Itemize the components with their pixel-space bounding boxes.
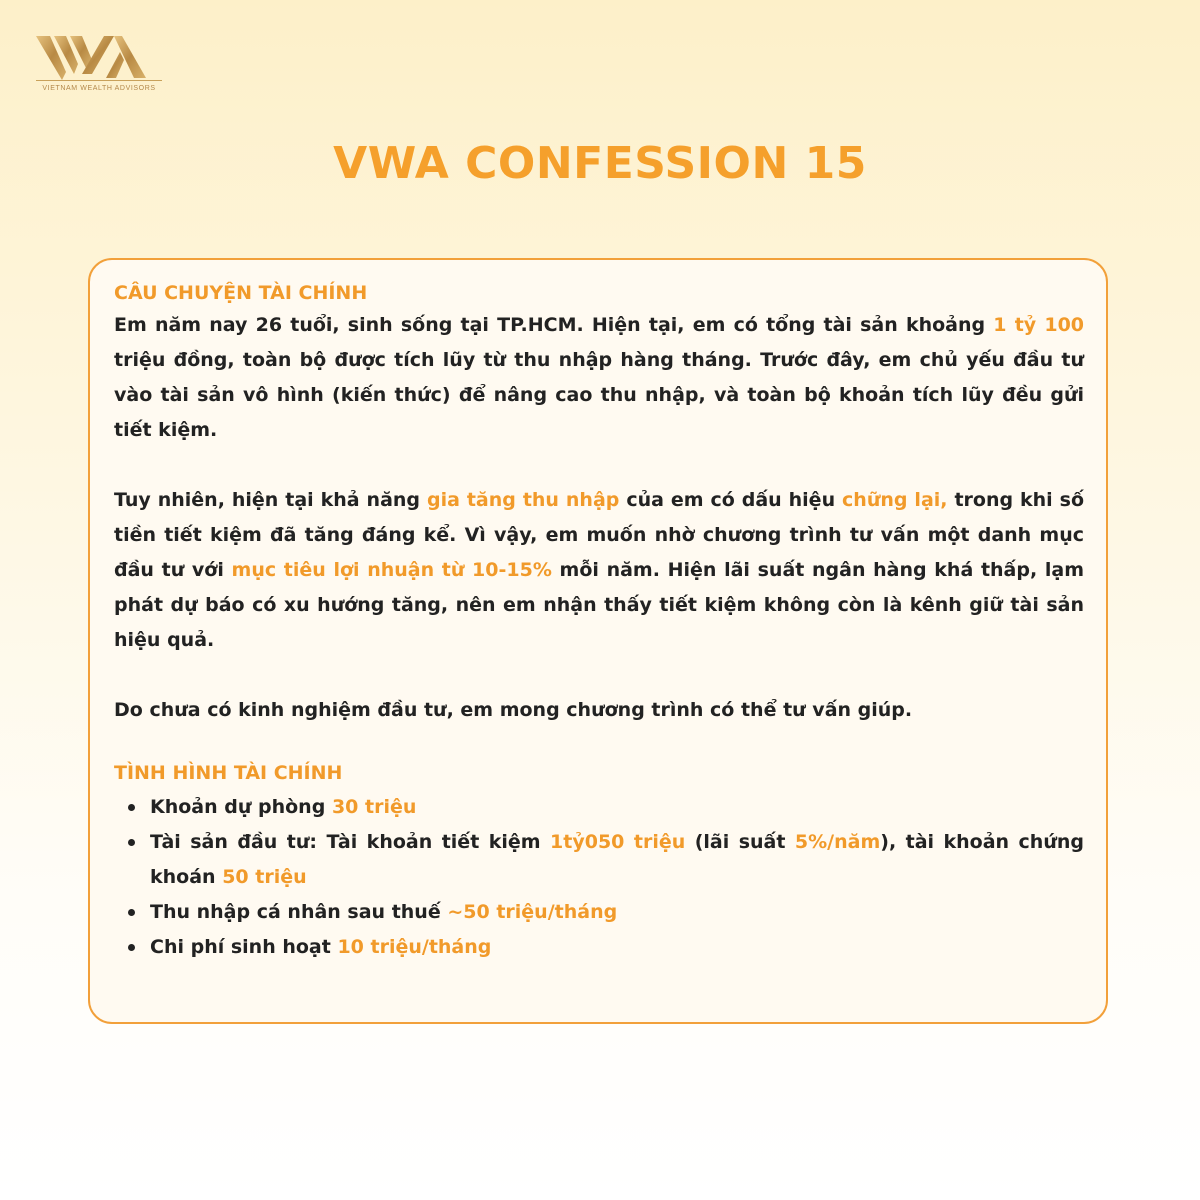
spacer [114, 658, 1084, 693]
finance-list [114, 790, 1084, 965]
bullet-icon [128, 944, 135, 951]
bullet-icon [128, 804, 135, 811]
highlight-total-assets: 1 tỷ 100 [993, 314, 1085, 336]
text-segment: Thu nhập cá nhân sau thuế [150, 901, 448, 923]
story-paragraph-3: Do chưa có kinh nghiệm đầu tư, em mong chương trình có thể tư vấn giúp. [114, 699, 913, 721]
spacer [114, 448, 1084, 483]
highlight-value: 1tỷ050 triệu [550, 831, 686, 853]
finance-heading: TÌNH HÌNH TÀI CHÍNH [114, 762, 343, 784]
spacer [114, 728, 1084, 758]
highlight-value: 50 triệu [222, 866, 307, 888]
finance-item-living-costs [114, 930, 1084, 965]
text-segment: trong khi số tiền tiết kiệm đã tăng đáng kể. Vì vậy, em muốn nhờ chương trình tư vấn một danh mục đầu tư với [114, 489, 1084, 581]
highlight-value: 10 triệu/tháng [337, 936, 492, 958]
text-segment: Khoản dự phòng [150, 796, 332, 818]
story-heading: CÂU CHUYỆN TÀI CHÍNH [114, 282, 368, 304]
text-segment: Tuy nhiên, hiện tại khả năng [114, 489, 427, 511]
highlight-stalled: chững lại, [842, 489, 948, 511]
text-segment: ), tài khoản chứng khoán [150, 831, 1084, 888]
text-segment: mỗi năm. Hiện lãi suất ngân hàng khá thấp, lạm phát dự báo có xu hướng tăng, nên em nhận thấy tiết kiệm không còn là kênh giữ tài sản hiệu quả. [114, 559, 1084, 651]
story-paragraph-1 [114, 308, 1084, 448]
highlight-income-growth: gia tăng thu nhập [426, 489, 620, 511]
confession-card [88, 258, 1108, 1024]
finance-item-income [114, 895, 1084, 930]
text-segment: Chi phí sinh hoạt [150, 936, 338, 958]
text-segment: của em có dấu hiệu [619, 489, 843, 511]
highlight-value: 5%/năm [794, 831, 881, 853]
highlight-value: ~50 triệu/tháng [447, 901, 618, 923]
bullet-icon [128, 909, 135, 916]
text-segment: triệu đồng, toàn bộ được tích lũy từ thu nhập hàng tháng. Trước đây, em chủ yếu đầu tư vào tài sản vô hình (kiến thức) để nâng cao thu nhập, và toàn bộ khoản tích lũy đều gửi tiết kiệm. [114, 349, 1084, 441]
finance-item-emergency-fund [114, 790, 1084, 825]
highlight-profit-target: mục tiêu lợi nhuận từ 10-15% [231, 559, 552, 581]
logo-tagline: VIETNAM WEALTH ADVISORS [42, 85, 156, 92]
vwa-logo-mark [36, 34, 162, 84]
highlight-value: 30 triệu [331, 796, 417, 818]
text-segment: (lãi suất [685, 831, 795, 853]
story-paragraph-2 [114, 483, 1084, 658]
text-segment: Em năm nay 26 tuổi, sinh sống tại TP.HCM. Hiện tại, em có tổng tài sản khoảng [114, 314, 994, 336]
finance-item-investments [114, 825, 1084, 895]
vwa-logo [36, 34, 166, 94]
text-segment: Tài sản đầu tư: Tài khoản tiết kiệm [150, 831, 551, 853]
page-title: VWA CONFESSION 15 [333, 138, 867, 189]
bullet-icon [128, 839, 135, 846]
